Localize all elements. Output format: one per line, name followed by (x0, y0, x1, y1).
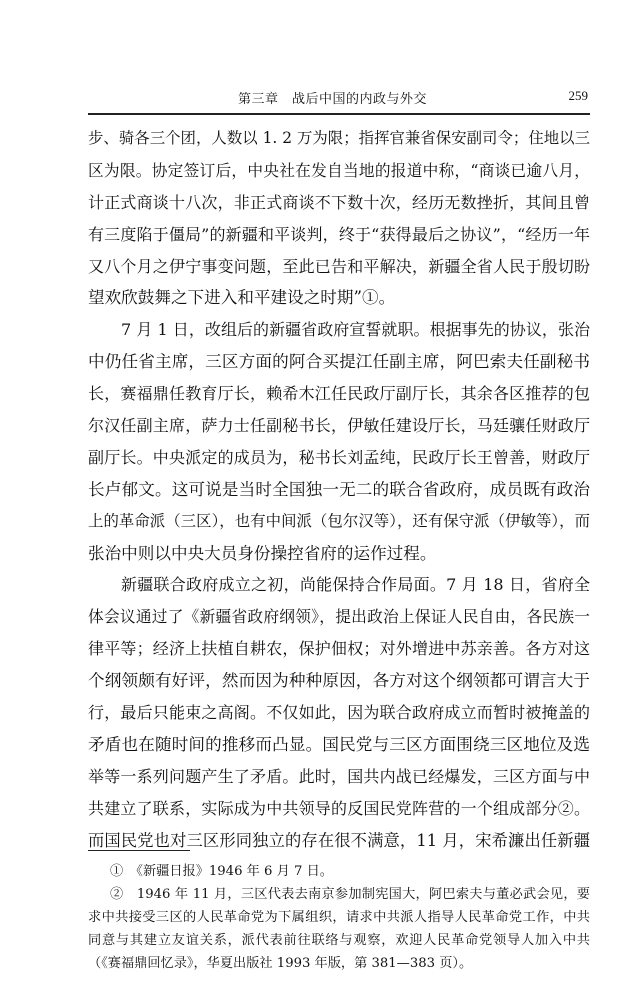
text-line: 矛盾也在随时间的推移而凸显。国民党与三区方面围绕三区地位及选 (88, 734, 590, 754)
text-line: 上的革命派（三区），也有中间派（包尔汉等），还有保守派（伊敏等），而 (88, 511, 590, 530)
text-line: 而国民党也对三区形同独立的存在很不满意，11 月，宋希濂出任新疆 (88, 830, 590, 850)
text-line: 步、骑各三个团，人数以 1. 2 万为限；指挥官兼省保安副司令；住地以三 (88, 129, 590, 147)
footnote-line: 求中共接受三区的人民革命党为下属组织，请求中共派人指导人民革命党工作，中共 (88, 910, 590, 925)
text-line: 长，赛福鼎任教育厅长，赖希木江任民政厅副厅长，其余各区推荐的包 (88, 384, 590, 404)
text-line: 体会议通过了《新疆省政府纲领》，提出政治上保证人民自由，各民族一 (88, 607, 590, 627)
page-number: 259 (568, 88, 588, 103)
running-header (88, 88, 588, 110)
text-line: 望欢欣鼓舞之下进入和平建设之时期”①。 (88, 288, 396, 308)
text-line: 有三度陷于僵局”的新疆和平谈判，终于“获得最后之协议”，“经历一年 (88, 224, 590, 244)
footnotes (88, 860, 590, 975)
text-line: 举等一系列问题产生了矛盾。此时，国共内战已经爆发，三区方面与中 (88, 766, 590, 786)
text-line: 中仍任省主席，三区方面的阿合买提江任副主席，阿巴索夫任副秘书 (88, 352, 590, 372)
text-line: 个纲领颇有好评，然而因为种种原因，各方对这个纲领都可谓言大于 (88, 671, 590, 691)
text-line: 共建立了联系，实际成为中共领导的反国民党阵营的一个组成部分②。 (88, 798, 590, 818)
main-text (88, 123, 590, 856)
footnote-line: ① 《新疆日报》1946 年 6 月 7 日。 (110, 864, 333, 879)
text-line: 长卢郁文。这可说是当时全国独一无二的联合省政府，成员既有政治 (88, 479, 590, 499)
text-line: 副厅长。中央派定的成员为，秘书长刘孟纯，民政厅长王曾善，财政厅 (88, 447, 590, 467)
text-line: 尔汉任副主席，萨力士任副秘书长，伊敏任建设厅长，马廷骧任财政厅 (88, 416, 590, 436)
footnote-line: （《赛福鼎回忆录》，华夏出版社 1993 年版，第 381—383 页）。 (88, 956, 473, 971)
text-line: 区为限。协定签订后，中央社在发自当地的报道中称，“商谈已逾八月， (88, 160, 590, 180)
text-line: 张治中则以中央大员身份操控省府的运作过程。 (88, 543, 437, 563)
text-line: 行，最后只能束之高阁。不仅如此，因为联合政府成立而暂时被掩盖的 (88, 703, 590, 723)
footnote-line: 同意与其建立友谊关系，派代表前往联络与观察，欢迎人民革命党领导人加入中共 (88, 933, 590, 948)
text-line: 又八个月之伊宁事变问题，至此已告和平解决，新疆全省人民于殷切盼 (88, 256, 590, 276)
text-line: 计正式商谈十八次，非正式商谈不下数十次，经历无数挫折，其间且曾 (88, 192, 590, 212)
text-line: 新疆联合政府成立之初，尚能保持合作局面。7 月 18 日，省府全 (121, 575, 590, 595)
footnote-line: ② 1946 年 11 月，三区代表去南京参加制宪国大，阿巴索夫与董必武会见，要 (110, 887, 590, 902)
text-line: 律平等；经济上扶植自耕农，保护佃权；对外增进中苏亲善。各方对这 (88, 639, 590, 659)
text-line: 7 月 1 日，改组后的新疆省政府宣誓就职。根据事先的协议，张治 (121, 320, 590, 340)
chapter-title: 第三章 战后中国的内政与外交 (238, 92, 428, 107)
footnote-rule (88, 850, 190, 851)
header-rule (88, 113, 590, 115)
